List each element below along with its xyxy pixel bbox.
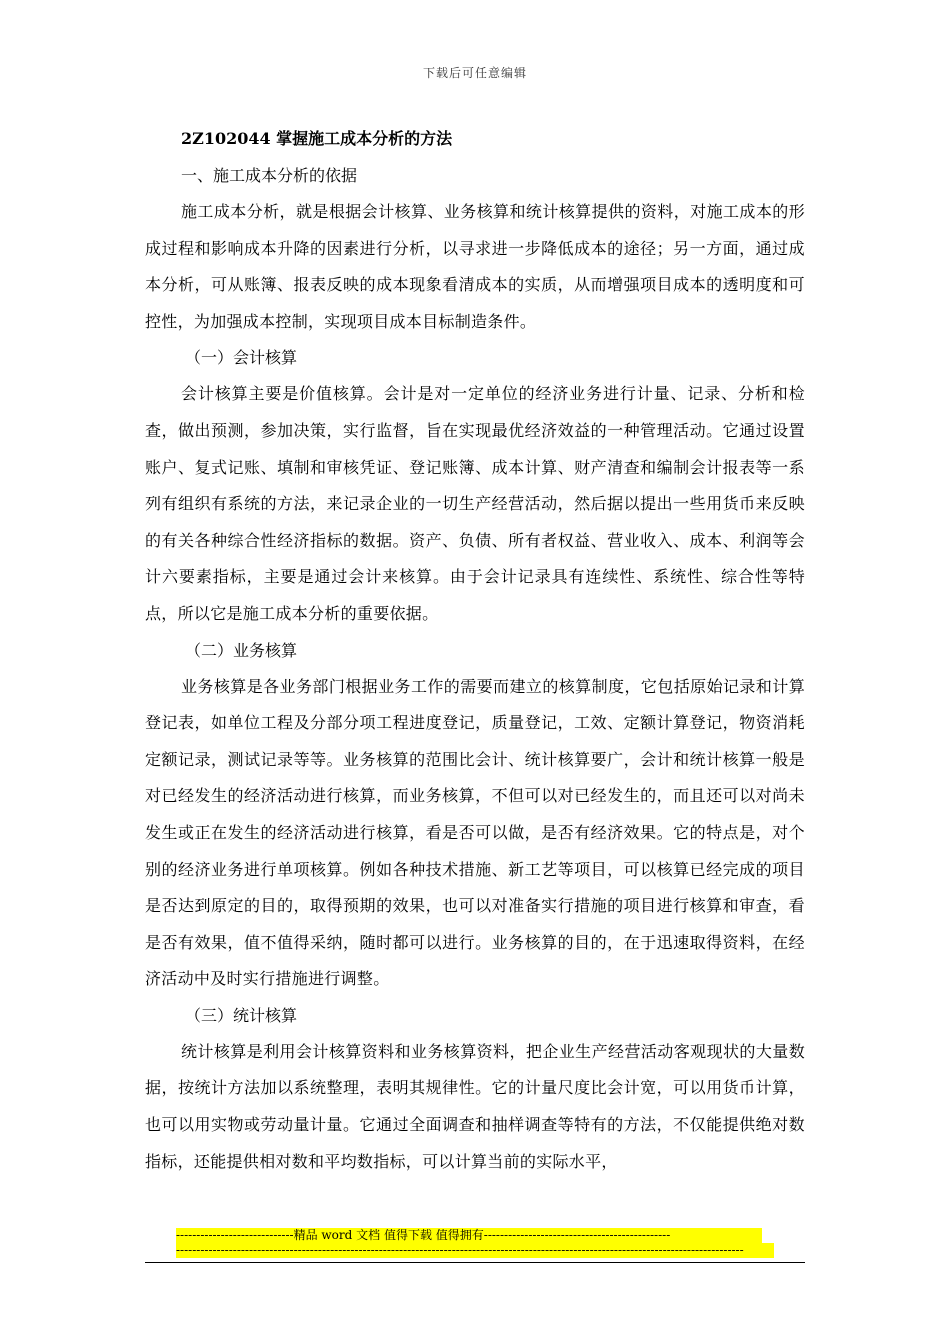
paragraph-business: 业务核算是各业务部门根据业务工作的需要而建立的核算制度，它包括原始记录和计算登记表，如单位工程及分部分项工程进度登记，质量登记，工效、定额计算登记，物资消耗定额记录，测试记录等等。业务核算的范围比会计、统计核算要广，会计和统计核算一般是对已经发生的经济活动进行核算，而业务核算，不但可以对已经发生的，而且还可以对尚未发生或正在发生的经济活动进行核算，看是否可以做，是否有经济效果。它的特点是，对个别的经济业务进行单项核算。例如各种技术措施、新工艺等项目，可以核算已经完成的项目是否达到原定的目的，取得预期的效果，也可以对准备实行措施的项目进行核算和审查，看是否有效果，值不值得采纳，随时都可以进行。业务核算的目的，在于迅速取得资料，在经济活动中及时实行措施进行调整。 [145, 676, 805, 989]
paragraph-statistics: 统计核算是利用会计核算资料和业务核算资料，把企业生产经营活动客观现状的大量数据，按统计方法加以系统整理，表明其规律性。它的计量尺度比会计宽，可以用货币计算，也可以用实物或劳动量计量。它通过全面调查和抽样调查等特有的方法，不仅能提供绝对数指标，还能提供相对数和平均数指标，可以计算当前的实际水平， [145, 1041, 805, 1171]
footer-banner-dash-line: -------------------------------------------------------------------------------------------------------------------------------------------- [176, 1243, 774, 1258]
footer-banner-line: -----------------------------精品 word 文档 值得下载 值得拥有---------------------------------------------- [176, 1228, 762, 1243]
footer-banner [176, 1228, 774, 1258]
section-heading-accounting: （一）会计核算 [185, 348, 298, 368]
section-heading-business: （二）业务核算 [185, 640, 298, 660]
header-note: 下载后可任意编辑 [422, 66, 527, 80]
section-heading-basis: 一、施工成本分析的依据 [181, 166, 358, 185]
paragraph-accounting: 会计核算主要是价值核算。会计是对一定单位的经济业务进行计量、记录、分析和检查，做出预测，参加决策，实行监督，旨在实现最优经济效益的一种管理活动。它通过设置账户、复式记账、填制和审核凭证、登记账簿、成本计算、财产清查和编制会计报表等一系列有组织有系统的方法，来记录企业的一切生产经营活动，然后据以提出一些用货币来反映的有关各种综合性经济指标的数据。资产、负债、所有者权益、营业收入、成本、利润等会计六要素指标，主要是通过会计来核算。由于会计记录具有连续性、系统性、综合性等特点，所以它是施工成本分析的重要依据。 [145, 384, 805, 623]
document-body [145, 120, 805, 1180]
section-heading-statistics: （三）统计核算 [185, 1005, 298, 1025]
footer-divider [145, 1262, 805, 1263]
paragraph-basis: 施工成本分析，就是根据会计核算、业务核算和统计核算提供的资料，对施工成本的形成过程和影响成本升降的因素进行分析，以寻求进一步降低成本的途径；另一方面，通过成本分析，可从账簿、报表反映的成本现象看清成本的实质，从而增强项目成本的透明度和可控性，为加强成本控制，实现项目成本目标制造条件。 [145, 202, 805, 331]
document-title: 2Z102044 掌握施工成本分析的方法 [181, 129, 453, 148]
